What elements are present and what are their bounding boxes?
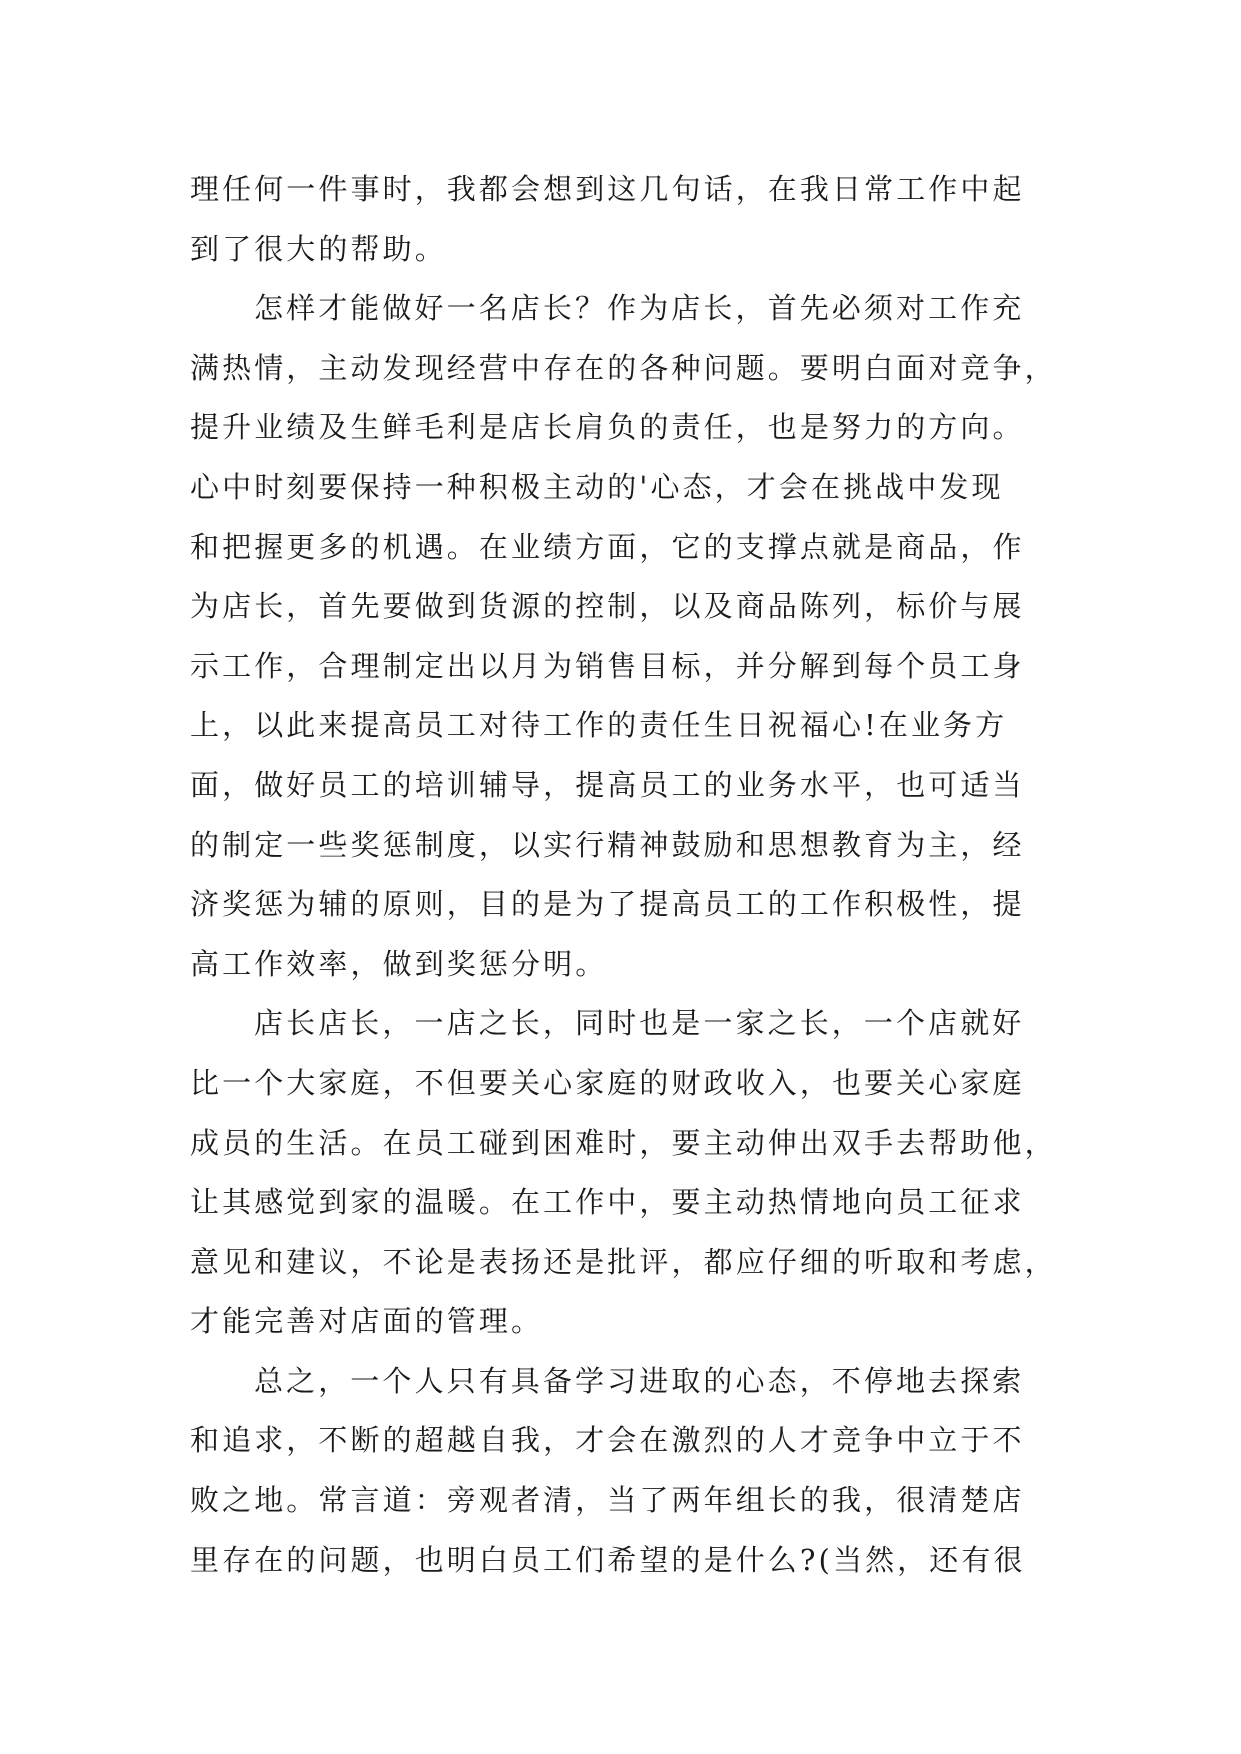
- text-line: 和把握更多的机遇。在业绩方面，它的支撑点就是商品，作: [190, 529, 1025, 564]
- text-line: 和追求，不断的超越自我，才会在激烈的人才竞争中立于不: [190, 1423, 1025, 1458]
- text-line: 为店长，首先要做到货源的控制，以及商品陈列，标价与展: [190, 589, 1025, 624]
- text-line: 示工作，合理制定出以月为销售目标，并分解到每个员工身: [190, 648, 1025, 683]
- text-line: 里存在的问题，也明白员工们希望的是什么?(当然，还有很: [190, 1542, 1026, 1577]
- text-line: 心中时刻要保持一种积极主动的'心态，才会在挑战中发现: [190, 469, 1004, 504]
- text-line: 比一个大家庭，不但要关心家庭的财政收入，也要关心家庭: [190, 1065, 1025, 1100]
- text-line: 怎样才能做好一名店长？作为店长，首先必须对工作充: [254, 291, 1025, 326]
- text-line: 满热情，主动发现经营中存在的各种问题。要明白面对竞争，: [190, 350, 1057, 385]
- text-line: 济奖惩为辅的原则，目的是为了提高员工的工作积极性，提: [190, 887, 1025, 922]
- text-line: 总之，一个人只有具备学习进取的心态，不停地去探索: [254, 1363, 1025, 1398]
- text-line: 提升业绩及生鲜毛利是店长肩负的责任，也是努力的方向。: [190, 410, 1025, 445]
- text-line: 的制定一些奖惩制度，以实行精神鼓励和思想教育为主，经: [190, 827, 1025, 862]
- body-text: [190, 160, 1057, 1590]
- text-line: 高工作效率，做到奖惩分明。: [190, 946, 608, 981]
- text-line: 败之地。常言道：旁观者清，当了两年组长的我，很清楚店: [190, 1483, 1025, 1518]
- text-line: 面，做好员工的培训辅导，提高员工的业务水平，也可适当: [190, 767, 1025, 802]
- text-line: 成员的生活。在员工碰到困难时，要主动伸出双手去帮助他，: [190, 1125, 1057, 1160]
- text-line: 意见和建议，不论是表扬还是批评，都应仔细的听取和考虑，: [190, 1244, 1057, 1279]
- text-line: 才能完善对店面的管理。: [190, 1304, 544, 1339]
- text-line: 上，以此来提高员工对待工作的责任生日祝福心!在业务方: [190, 708, 1008, 743]
- text-line: 理任何一件事时，我都会想到这几句话，在我日常工作中起: [190, 172, 1025, 206]
- text-line: 让其感觉到家的温暖。在工作中，要主动热情地向员工征求: [190, 1185, 1025, 1220]
- text-line: 店长店长，一店之长，同时也是一家之长，一个店就好: [254, 1006, 1025, 1041]
- text-line: 到了很大的帮助。: [190, 231, 447, 266]
